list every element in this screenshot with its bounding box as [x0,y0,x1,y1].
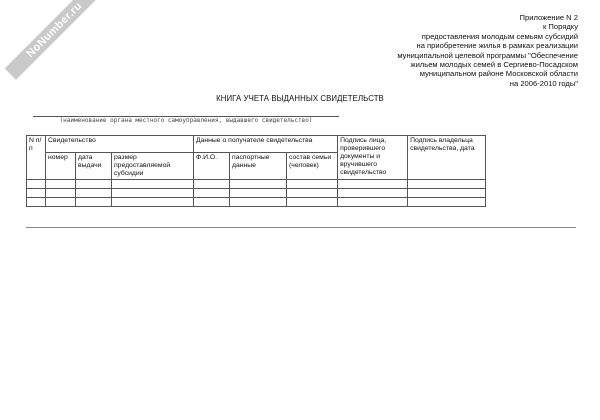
header-full-name: Ф.И.О. [194,153,230,180]
appendix-line: предоставления молодым семьям субсидий [421,31,578,41]
table-cell[interactable] [338,189,408,198]
watermark-banner: NoNumber.ru [5,0,105,80]
table-cell[interactable] [76,180,112,189]
document-title: КНИГА УЧЕТА ВЫДАННЫХ СВИДЕТЕЛЬСТВ [216,94,384,103]
table-cell[interactable] [194,189,230,198]
appendix-header [318,13,578,88]
header-issue-date: дата выдачи [76,153,112,180]
appendix-line: на 2006-2010 годы" [509,78,578,88]
table-cell[interactable] [27,180,46,189]
table-cell[interactable] [408,180,486,189]
table-cell[interactable] [27,189,46,198]
certificate-register-table [26,135,486,207]
table-cell[interactable] [230,180,287,189]
header-passport-data: паспортные данные [230,153,287,180]
org-name-caption: (наименование органа местного самоуправления, выдавшего свидетельство) [59,117,313,124]
table-cell[interactable] [287,198,338,207]
table-cell[interactable] [112,189,194,198]
table-cell[interactable] [287,189,338,198]
header-holder-signature: Подпись владельца свидетельства, дата [408,136,486,180]
table-cell[interactable] [76,189,112,198]
header-checker-signature: Подпись лица, проверившего документы и вручившего свидетельство [338,136,408,180]
header-row-number: N п/п [27,136,46,180]
appendix-line: Приложение N 2 [519,13,578,22]
table-cell[interactable] [194,180,230,189]
appendix-line: муниципальном районе Московской области [419,69,578,79]
table-cell[interactable] [46,189,76,198]
table-cell[interactable] [230,189,287,198]
table-cell[interactable] [338,198,408,207]
table-cell[interactable] [27,198,46,207]
table-cell[interactable] [230,198,287,207]
table-header-row [27,136,486,153]
appendix-line: жильем молодых семей в Сергиево-Посадском [410,60,578,70]
table-cell[interactable] [338,180,408,189]
header-family-size: состав семьи (человек) [287,153,338,180]
table-cell[interactable] [194,198,230,207]
table-cell[interactable] [46,180,76,189]
table-cell[interactable] [112,198,194,207]
table-cell[interactable] [408,189,486,198]
table-cell[interactable] [408,198,486,207]
appendix-line: муниципальной целевой программы "Обеспечение [397,50,578,60]
header-subsidy-amount: размер предоставляемой субсидии [112,153,194,180]
appendix-line: к Порядку [543,22,578,32]
header-certificate-number: номер [46,153,76,180]
table-row [27,180,486,189]
table-cell[interactable] [76,198,112,207]
appendix-line: на приобретение жилья в рамках реализации [416,41,578,51]
table-row [27,198,486,207]
table-cell[interactable] [46,198,76,207]
table-cell[interactable] [112,180,194,189]
table-row [27,189,486,198]
header-recipient-group: Данные о получателе свидетельства [194,136,338,153]
header-certificate-group: Свидетельство [46,136,194,153]
page-divider [26,227,576,228]
table-cell[interactable] [287,180,338,189]
